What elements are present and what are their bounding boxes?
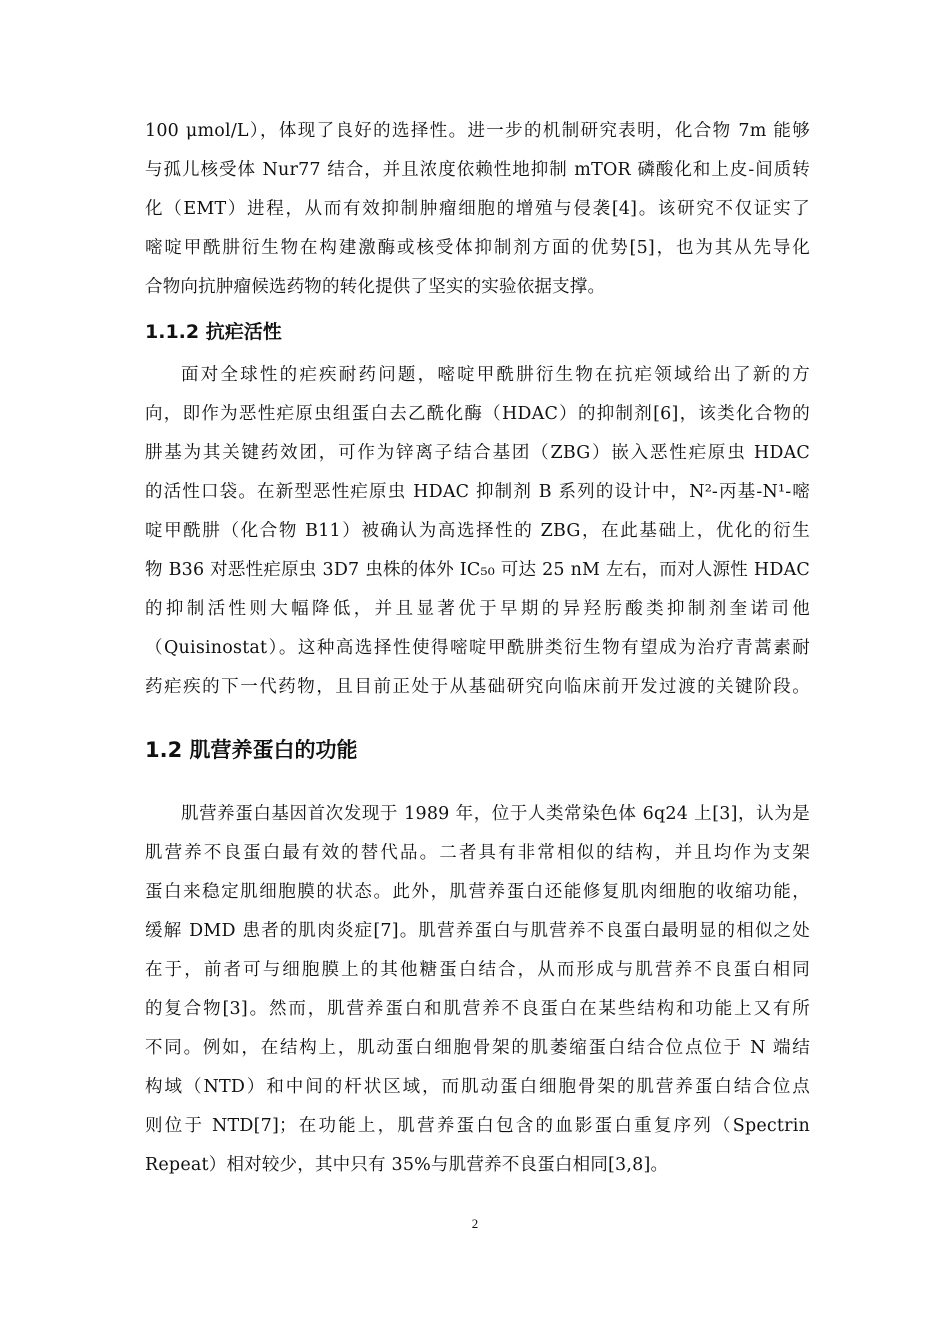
paragraph-line: 合物向抗肿瘤候选药物的转化提供了坚实的实验依据支撑。 xyxy=(145,277,606,297)
paragraph-line: 的复合物[3]。然而，肌营养蛋白和肌营养不良蛋白在某些结构和功能上又有所 xyxy=(145,999,810,1019)
paragraph-line: 肌营养蛋白基因首次发现于 1989 年，位于人类常染色体 6q24 上[3]，认为是 xyxy=(181,804,810,824)
paragraph-line: 嘧啶甲酰肼衍生物在构建激酶或核受体抑制剂方面的优势[5]，也为其从先导化 xyxy=(145,238,810,258)
paragraph-line: 的活性口袋。在新型恶性疟原虫 HDAC 抑制剂 B 系列的设计中，N²-丙基-N¹-嘧 xyxy=(145,482,810,502)
paragraph-line: 药疟疾的下一代药物，且目前正处于从基础研究向临床前开发过渡的关键阶段。 xyxy=(145,677,810,697)
paragraph-line: 化（EMT）进程，从而有效抑制肿瘤细胞的增殖与侵袭[4]。该研究不仅证实了 xyxy=(145,199,810,219)
paragraph-line: 不同。例如，在结构上，肌动蛋白细胞骨架的肌萎缩蛋白结合位点位于 N 端结 xyxy=(145,1038,810,1058)
paragraph-line: 与孤儿核受体 Nur77 结合，并且浓度依赖性地抑制 mTOR 磷酸化和上皮-间质转 xyxy=(145,160,810,180)
paragraph-line: 物 B36 对恶性疟原虫 3D7 虫株的体外 IC₅₀ 可达 25 nM 左右，而对人源性 HDAC xyxy=(145,560,810,580)
paragraph-line: 啶甲酰肼（化合物 B11）被确认为高选择性的 ZBG，在此基础上，优化的衍生 xyxy=(145,521,810,541)
paragraph-line: 缓解 DMD 患者的肌肉炎症[7]。肌营养蛋白与肌营养不良蛋白最明显的相似之处 xyxy=(145,921,810,941)
paragraph-line: 向，即作为恶性疟原虫组蛋白去乙酰化酶（HDAC）的抑制剂[6]，该类化合物的 xyxy=(145,404,810,424)
paragraph-line: 的抑制活性则大幅降低，并且显著优于早期的异羟肟酸类抑制剂奎诺司他 xyxy=(145,599,810,619)
paragraph-line: 肼基为其关键药效团，可作为锌离子结合基团（ZBG）嵌入恶性疟原虫 HDAC xyxy=(145,443,810,463)
paragraph-line: （Quisinostat）。这种高选择性使得嘧啶甲酰肼类衍生物有望成为治疗青蒿素耐 xyxy=(145,638,810,658)
paragraph-line: 构域（NTD）和中间的杆状区域，而肌动蛋白细胞骨架的肌营养蛋白结合位点 xyxy=(145,1077,810,1097)
paragraph-line: 在于，前者可与细胞膜上的其他糖蛋白结合，从而形成与肌营养不良蛋白相同 xyxy=(145,960,810,980)
paragraph-line: 肌营养不良蛋白最有效的替代品。二者具有非常相似的结构，并且均作为支架 xyxy=(145,843,810,863)
section-heading-utrophin-function: 1.2 肌营养蛋白的功能 xyxy=(145,738,358,762)
paragraph-line: 面对全球性的疟疾耐药问题，嘧啶甲酰肼衍生物在抗疟领域给出了新的方 xyxy=(181,365,810,385)
paragraph-line: 100 μmol/L），体现了良好的选择性。进一步的机制研究表明，化合物 7m 能够 xyxy=(145,121,810,141)
section-heading-antimalarial: 1.1.2 抗疟活性 xyxy=(145,321,282,343)
paragraph-line: Repeat）相对较少，其中只有 35%与肌营养不良蛋白相同[3,8]。 xyxy=(145,1155,669,1175)
paragraph-line: 蛋白来稳定肌细胞膜的状态。此外，肌营养蛋白还能修复肌肉细胞的收缩功能， xyxy=(145,882,810,902)
paragraph-line: 则位于 NTD[7]；在功能上，肌营养蛋白包含的血影蛋白重复序列（Spectrin xyxy=(145,1116,810,1136)
page-number: 2 xyxy=(471,1216,479,1231)
